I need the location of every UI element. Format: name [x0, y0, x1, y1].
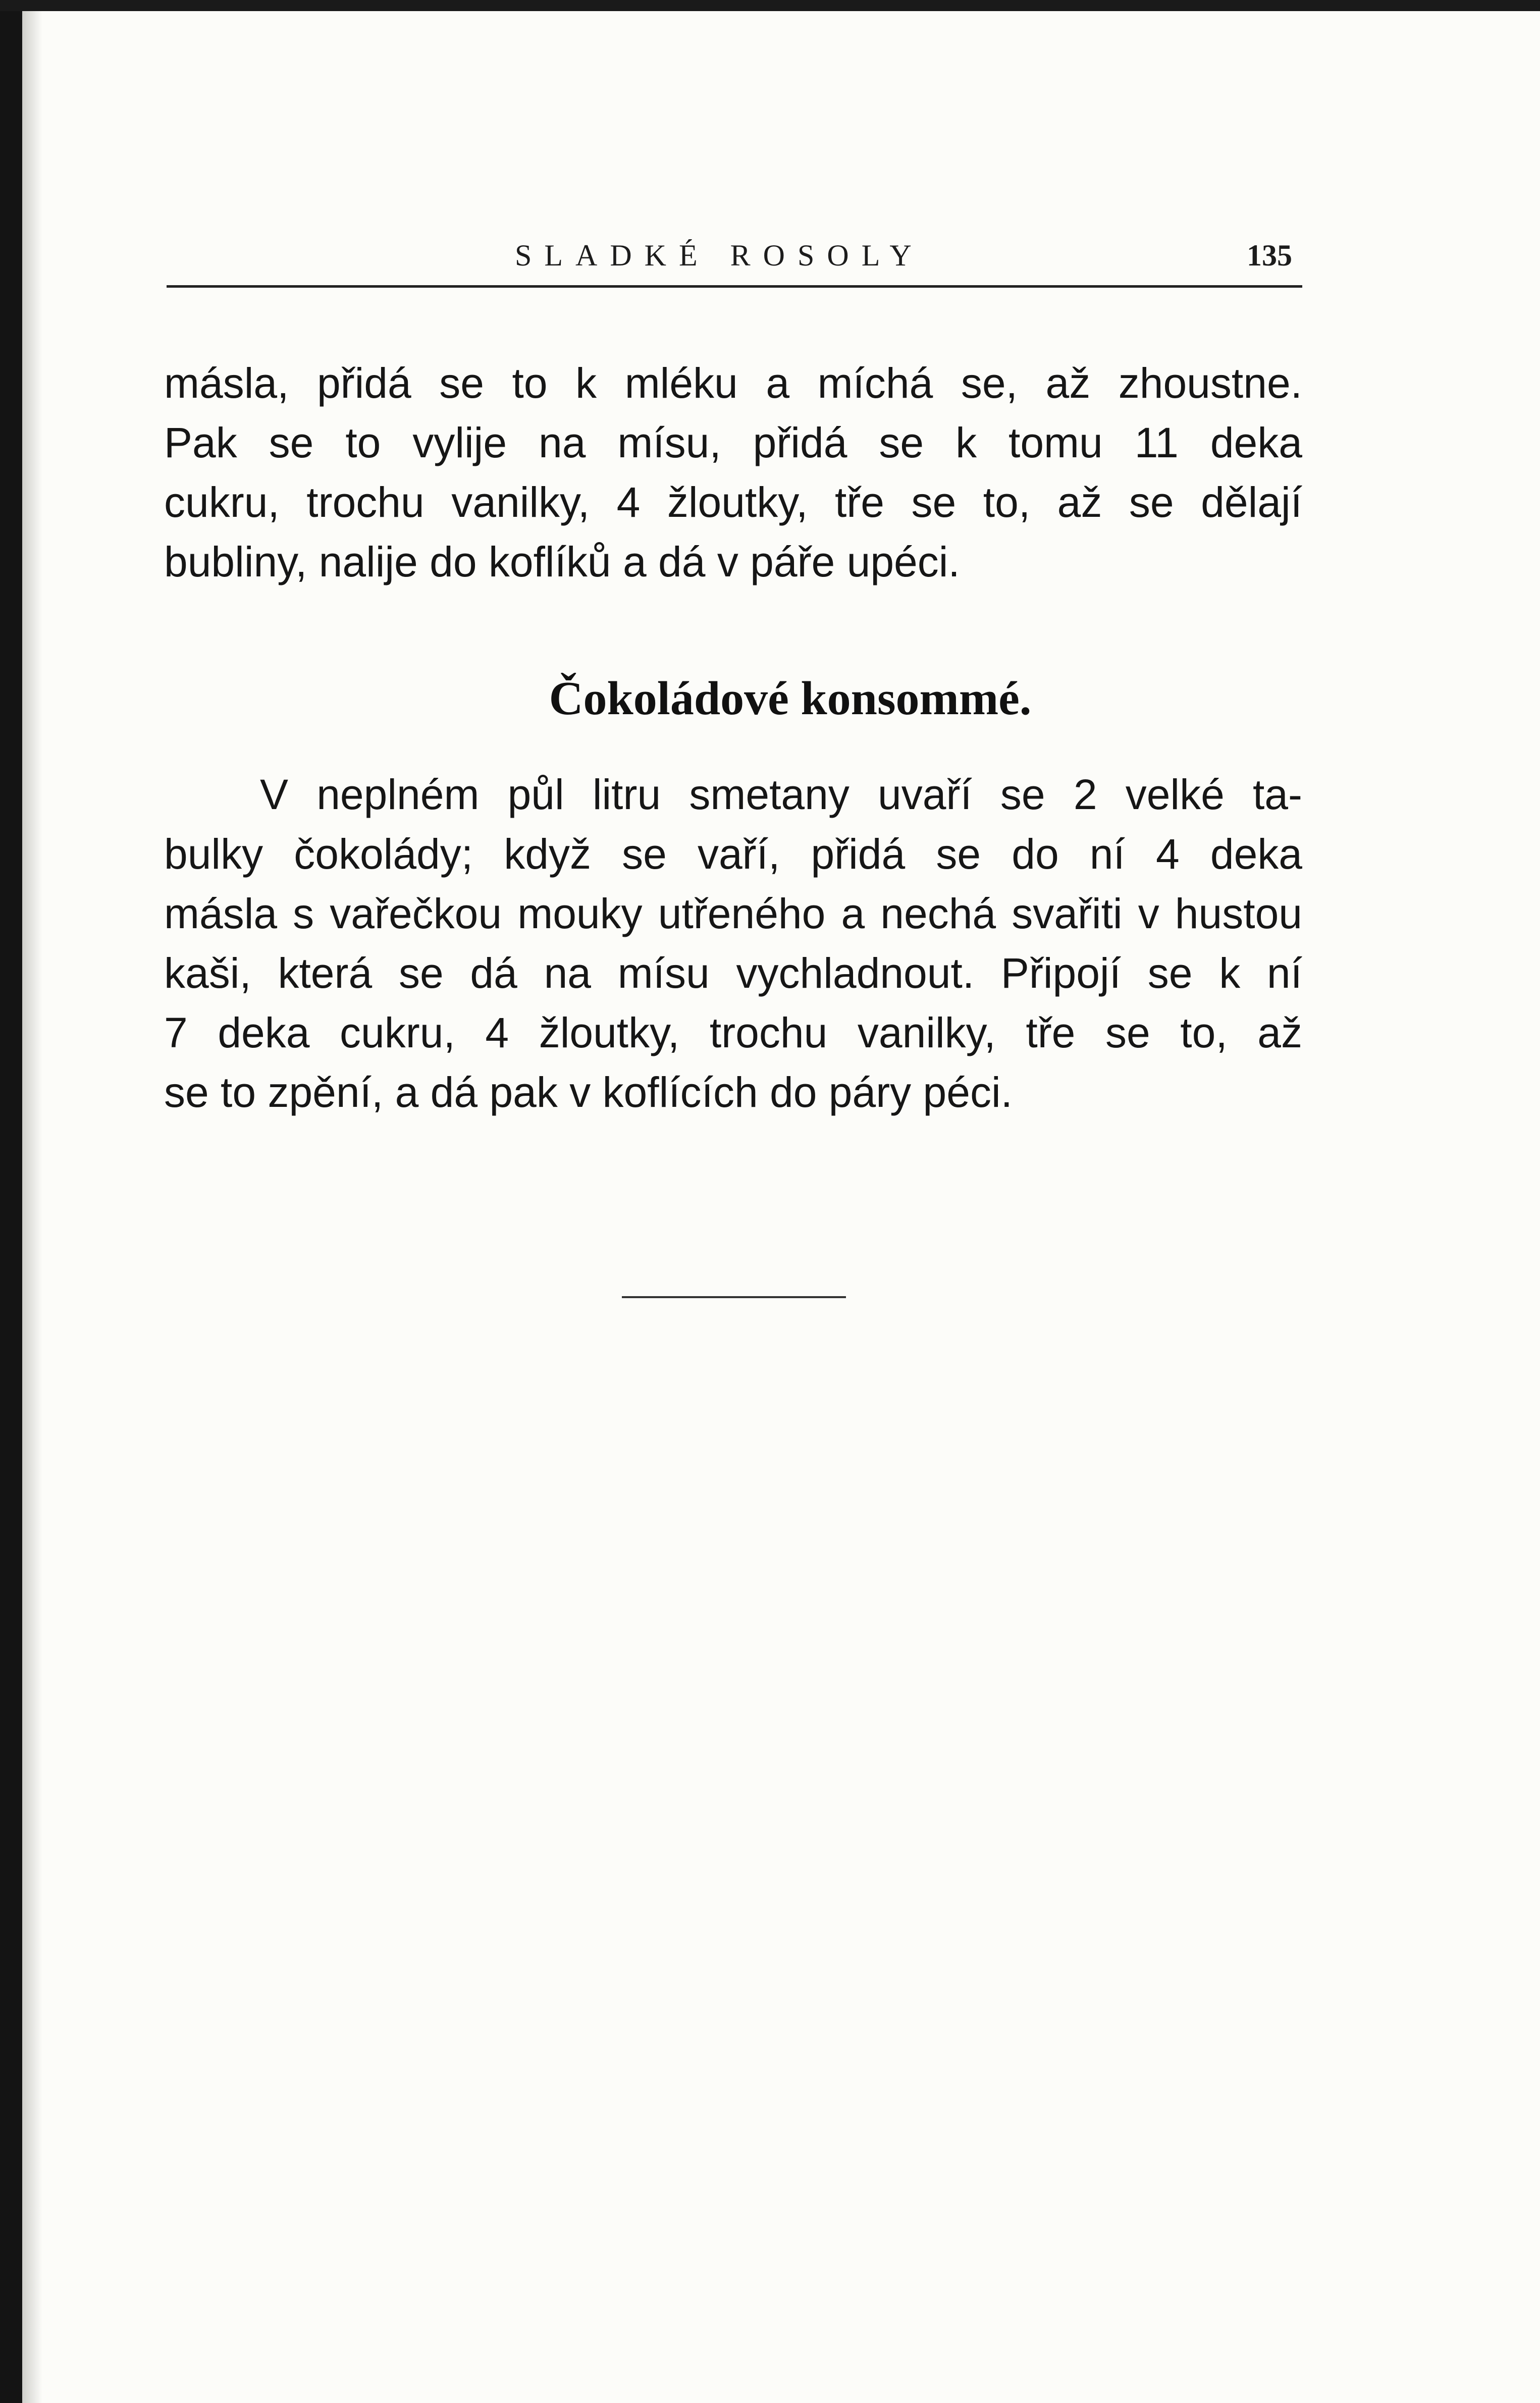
- text-line: kaši, která se dá na mísu vychladnout. Připojí se k ní: [164, 949, 1302, 997]
- page-top-edge: [0, 0, 1540, 11]
- book-spine-shadow: [0, 0, 22, 2403]
- header-rule: [167, 285, 1302, 288]
- page-number: 135: [1247, 239, 1292, 272]
- text-line: másla, přidá se to k mléku a míchá se, až zhoustne.: [164, 359, 1302, 407]
- text-line: se to zpění, a dá pak v koflících do páry péci.: [164, 1069, 1013, 1116]
- text-line: 7 deka cukru, 4 žloutky, trochu vanilky, tře se to, až: [164, 1009, 1302, 1056]
- recipe-paragraph: [164, 765, 1302, 1122]
- recipe-heading: Čokoládové konsommé.: [549, 672, 1032, 725]
- section-end-rule: [622, 1296, 846, 1298]
- text-line: V neplném půl litru smetany uvaří se 2 velké ta-: [260, 771, 1302, 818]
- text-line: bulky čokolády; když se vaří, přidá se do ní 4 deka: [164, 830, 1302, 878]
- running-header-title: SLADKÉ ROSOLY: [515, 239, 924, 272]
- gutter-shade: [22, 0, 42, 2403]
- continued-paragraph: [164, 353, 1302, 592]
- text-line: bubliny, nalije do koflíků a dá v páře upéci.: [164, 538, 960, 585]
- text-line: másla s vařečkou mouky utřeného a nechá svařiti v hustou: [164, 890, 1302, 937]
- text-line: cukru, trochu vanilky, 4 žloutky, tře se to, až se dělají: [164, 478, 1302, 526]
- text-line: Pak se to vylije na mísu, přidá se k tomu 11 deka: [164, 419, 1302, 466]
